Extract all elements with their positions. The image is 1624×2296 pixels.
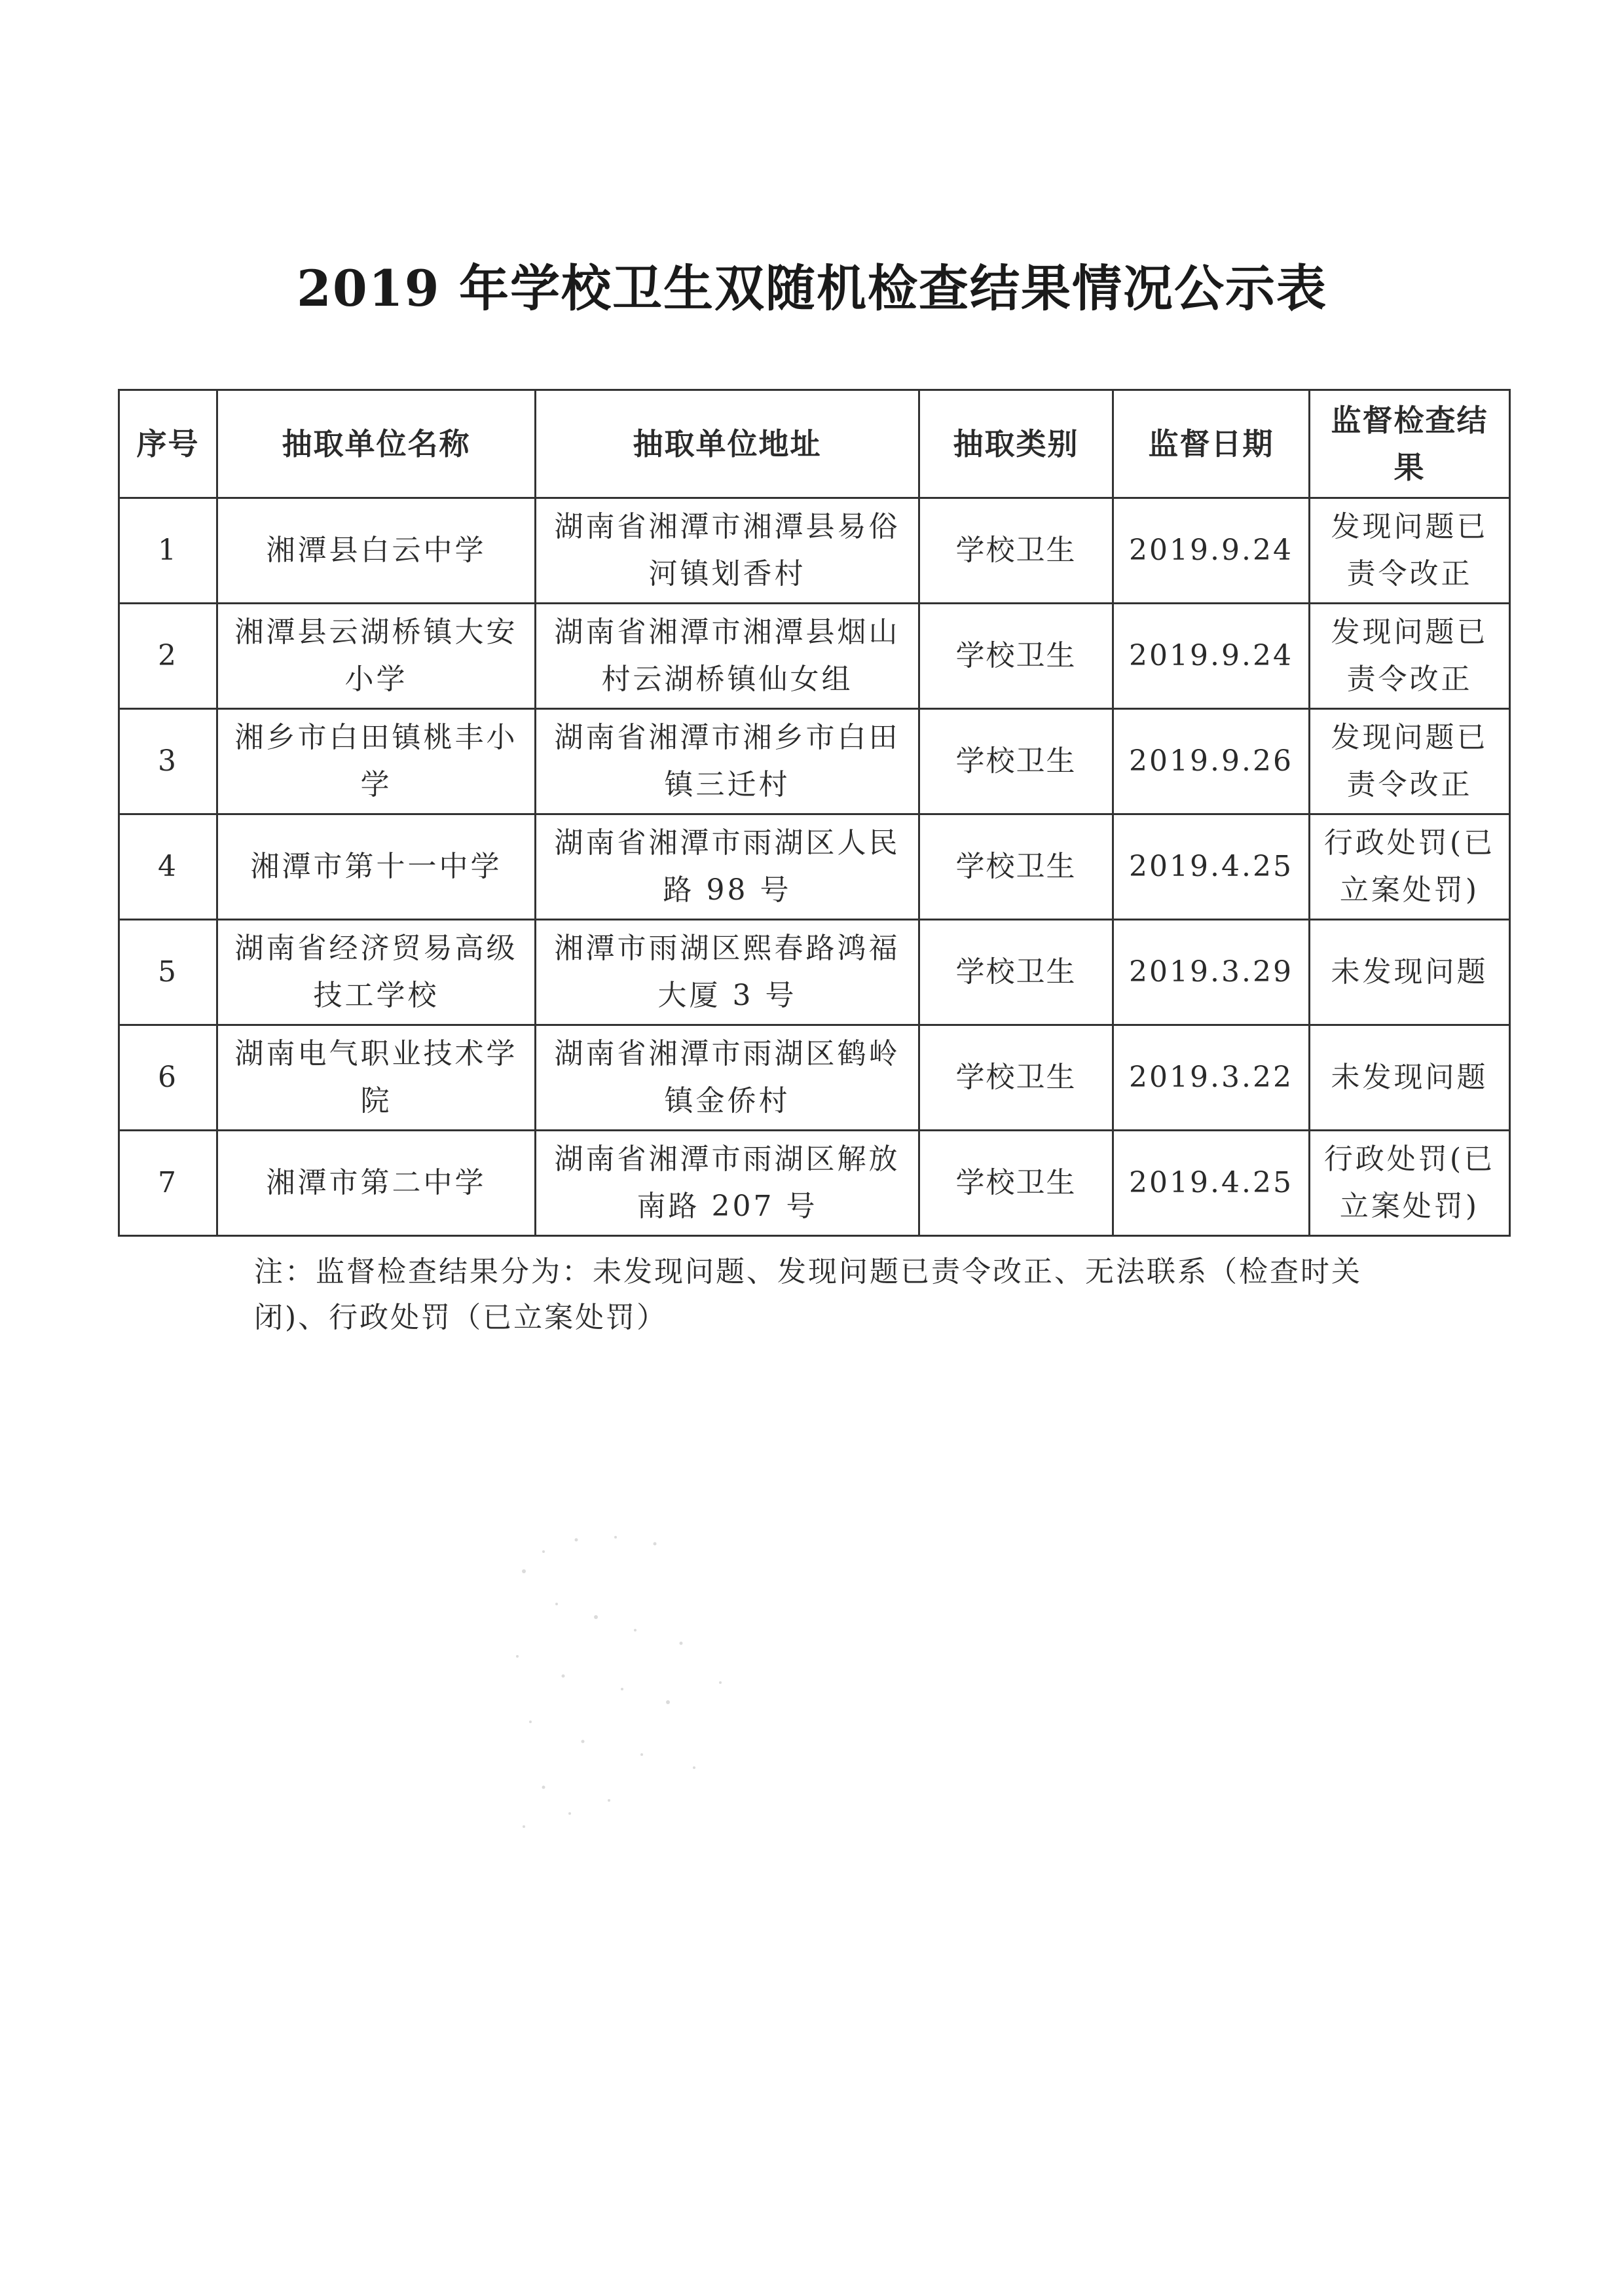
cell-date: 2019.4.25 bbox=[1113, 1131, 1310, 1236]
cell-seq: 5 bbox=[119, 920, 217, 1025]
cell-unit-address: 湖南省湘潭市湘乡市白田镇三迁村 bbox=[536, 709, 919, 814]
cell-unit-name: 湘潭市第十一中学 bbox=[217, 814, 536, 920]
footnote: 注：监督检查结果分为：未发现问题、发现问题已责令改正、无法联系（检查时关闭)、行政处罚（已立案处罚） bbox=[254, 1255, 1362, 1334]
cell-category: 学校卫生 bbox=[919, 920, 1113, 1025]
header-unit-address: 抽取单位地址 bbox=[536, 390, 919, 498]
cell-category: 学校卫生 bbox=[919, 498, 1113, 604]
cell-result: 发现问题已责令改正 bbox=[1310, 604, 1510, 709]
cell-unit-name: 湖南省经济贸易高级技工学校 bbox=[217, 920, 536, 1025]
table-row bbox=[119, 814, 1510, 920]
header-unit-name: 抽取单位名称 bbox=[217, 390, 536, 498]
cell-unit-name: 湘乡市白田镇桃丰小学 bbox=[217, 709, 536, 814]
header-date: 监督日期 bbox=[1113, 390, 1310, 498]
table-row bbox=[119, 709, 1510, 814]
cell-unit-address: 湖南省湘潭市雨湖区鹤岭镇金侨村 bbox=[536, 1025, 919, 1131]
cell-unit-address: 湖南省湘潭市雨湖区人民路 98 号 bbox=[536, 814, 919, 920]
header-category: 抽取类别 bbox=[919, 390, 1113, 498]
cell-seq: 1 bbox=[119, 498, 217, 604]
cell-result: 行政处罚(已立案处罚) bbox=[1310, 814, 1510, 920]
table-row bbox=[119, 920, 1510, 1025]
table-row bbox=[119, 604, 1510, 709]
cell-result: 未发现问题 bbox=[1310, 920, 1510, 1025]
table-row bbox=[119, 1025, 1510, 1131]
cell-result: 发现问题已责令改正 bbox=[1310, 498, 1510, 604]
cell-result: 行政处罚(已立案处罚) bbox=[1310, 1131, 1510, 1236]
cell-unit-name: 湖南电气职业技术学院 bbox=[217, 1025, 536, 1131]
cell-unit-name: 湘潭县白云中学 bbox=[217, 498, 536, 604]
cell-category: 学校卫生 bbox=[919, 604, 1113, 709]
cell-seq: 4 bbox=[119, 814, 217, 920]
cell-unit-address: 湘潭市雨湖区熙春路鸿福大厦 3 号 bbox=[536, 920, 919, 1025]
cell-category: 学校卫生 bbox=[919, 709, 1113, 814]
inspection-results-table bbox=[118, 389, 1511, 1237]
faded-seal-mark bbox=[485, 1525, 773, 1840]
header-result: 监督检查结果 bbox=[1310, 390, 1510, 498]
cell-seq: 3 bbox=[119, 709, 217, 814]
table-row bbox=[119, 498, 1510, 604]
cell-unit-address: 湖南省湘潭市雨湖区解放南路 207 号 bbox=[536, 1131, 919, 1236]
cell-unit-address: 湖南省湘潭市湘潭县烟山村云湖桥镇仙女组 bbox=[536, 604, 919, 709]
cell-unit-name: 湘潭市第二中学 bbox=[217, 1131, 536, 1236]
cell-category: 学校卫生 bbox=[919, 1025, 1113, 1131]
table-row bbox=[119, 1131, 1510, 1236]
table-header-row bbox=[119, 390, 1510, 498]
cell-category: 学校卫生 bbox=[919, 1131, 1113, 1236]
cell-category: 学校卫生 bbox=[919, 814, 1113, 920]
cell-date: 2019.9.24 bbox=[1113, 498, 1310, 604]
cell-result: 发现问题已责令改正 bbox=[1310, 709, 1510, 814]
header-seq: 序号 bbox=[119, 390, 217, 498]
cell-date: 2019.4.25 bbox=[1113, 814, 1310, 920]
cell-unit-name: 湘潭县云湖桥镇大安小学 bbox=[217, 604, 536, 709]
cell-result: 未发现问题 bbox=[1310, 1025, 1510, 1131]
cell-seq: 7 bbox=[119, 1131, 217, 1236]
cell-date: 2019.9.24 bbox=[1113, 604, 1310, 709]
page-title: 2019 年学校卫生双随机检查结果情况公示表 bbox=[297, 259, 1327, 318]
cell-unit-address: 湖南省湘潭市湘潭县易俗河镇划香村 bbox=[536, 498, 919, 604]
cell-date: 2019.3.22 bbox=[1113, 1025, 1310, 1131]
cell-seq: 6 bbox=[119, 1025, 217, 1131]
cell-seq: 2 bbox=[119, 604, 217, 709]
cell-date: 2019.9.26 bbox=[1113, 709, 1310, 814]
cell-date: 2019.3.29 bbox=[1113, 920, 1310, 1025]
